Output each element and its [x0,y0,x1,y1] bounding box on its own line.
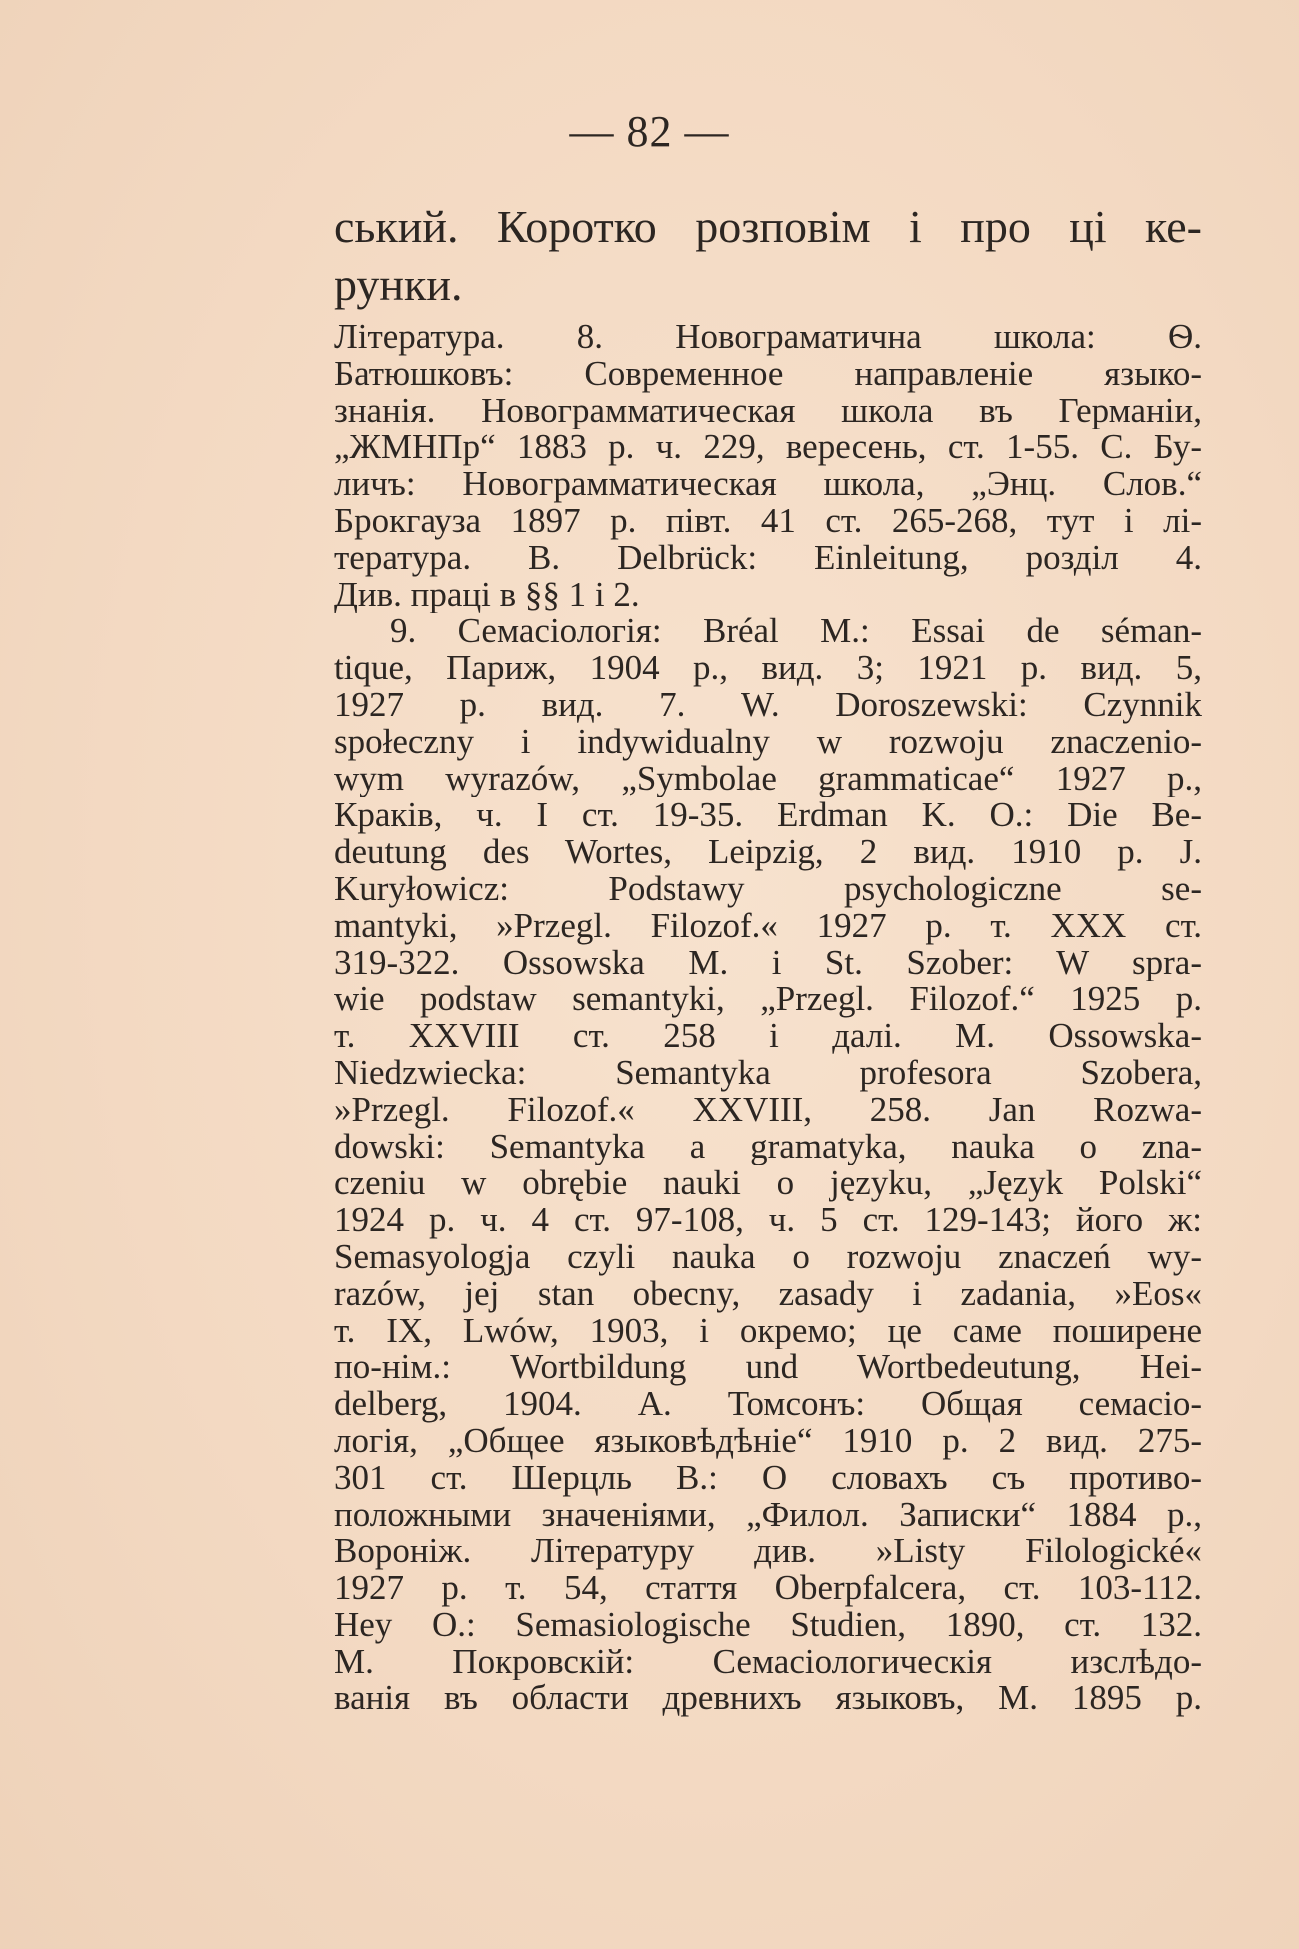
reference-line: Брокгауза 1897 р. півт. 41 ст. 265-268, тут і лі- [334,502,1202,540]
reference-line: społeczny i indywidualny w rozwoju znaczenio- [334,723,1202,761]
reference-line: Див. праці в §§ 1 і 2. [334,576,640,614]
reference-line: 1927 р. т. 54, стаття Oberpfalcera, ст. 103-112. [334,1570,1202,1607]
reference-line: Батюшковъ: Современное направленіе языко- [334,355,1202,393]
reference-line: Kuryłowicz: Podstawy psychologiczne se- [334,870,1202,908]
intro-paragraph [334,198,1202,314]
reference-line: знанія. Новограмматическая школа въ Германіи, [334,392,1202,430]
reference-line: delberg, 1904. А. Томсонъ: Общая семасіо- [334,1386,1202,1423]
reference-line: tique, Париж, 1904 р., вид. 3; 1921 р. вид. 5, [334,650,1202,687]
page-number: — 82 — [569,107,730,156]
reference-line: логія, „Общее языковѣдѣніе“ 1910 р. 2 вид. 275- [334,1422,1202,1460]
reference-line: mantyki, »Przegl. Filozof.« 1927 р. т. XXX ст. [334,907,1202,945]
intro-line: рунки. [334,259,463,310]
reference-line: dowski: Semantyka a gramatyka, nauka o zna- [334,1128,1202,1166]
reference-line: т. IX, Lwów, 1903, і окремо; це саме поширене [334,1312,1202,1350]
reference-line: Niedzwiecka: Semantyka profesora Szobera, [334,1054,1202,1092]
reference-line: 301 ст. Шерцль В.: О словахъ съ противо- [334,1459,1202,1497]
reference-line: 9. Семасіологія: Bréal M.: Essai de séman- [390,613,1202,651]
reference-line: 1927 р. вид. 7. W. Doroszewski: Czynnik [334,686,1202,724]
reference-line: Вороніж. Літературу див. »Listy Filologické« [334,1533,1202,1571]
reference-line: тература. B. Delbrück: Einleitung, розділ 4. [334,539,1202,577]
reference-line: wym wyrazów, „Symbolae grammaticae“ 1927 р., [334,760,1202,798]
reference-line: т. XXVIII ст. 258 і далі. M. Ossowska- [334,1018,1202,1055]
reference-line: „ЖМНПр“ 1883 р. ч. 229, вересень, ст. 1-55. С. Бу- [334,429,1202,467]
reference-line: по-нім.: Wortbildung und Wortbedeutung, Hei- [334,1349,1202,1387]
reference-line: deutung des Wortes, Leipzig, 2 вид. 1910 р. J. [334,834,1202,871]
reference-line: М. Покровскій: Семасіологическія изслѣдо- [334,1643,1202,1681]
reference-line: 1924 р. ч. 4 ст. 97-108, ч. 5 ст. 129-143; його ж: [334,1202,1202,1239]
reference-line: Semasyologja czyli nauka o rozwoju znaczeń wy- [334,1238,1202,1276]
intro-line: ський. Коротко розповім і про ці ке- [334,201,1202,252]
reference-line: Краків, ч. I ст. 19-35. Erdman K. O.: Die Be- [334,797,1202,835]
reference-line: личъ: Новограмматическая школа, „Энц. Слов.“ [334,466,1202,503]
reference-line: ванія въ области древнихъ языковъ, М. 1895 р. [334,1680,1202,1718]
reference-line: положными значеніями, „Филол. Записки“ 1884 р., [334,1496,1202,1534]
reference-line: 319-322. Ossowska M. i St. Szober: W spra- [334,944,1202,982]
literature-section [334,319,1202,1717]
reference-line: Література. 8. Новограматична школа: Ѳ. [334,319,1202,356]
reference-line: razów, jej stan obecny, zasady i zadania, »Eos« [334,1275,1202,1313]
reference-line: Hey O.: Semasiologische Studien, 1890, ст. 132. [334,1606,1202,1644]
reference-line: »Przegl. Filozof.« XXVIII, 258. Jan Rozwa- [334,1091,1202,1129]
reference-line: wie podstaw semantyki, „Przegl. Filozof.“ 1925 р. [334,981,1202,1019]
reference-line: czeniu w obrębie nauki o języku, „Język Polski“ [334,1165,1202,1203]
